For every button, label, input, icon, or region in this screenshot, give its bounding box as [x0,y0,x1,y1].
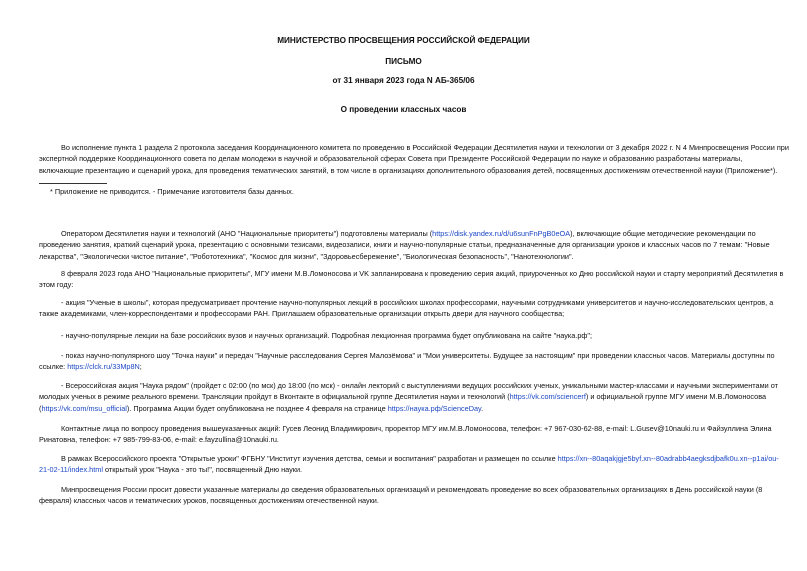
vk-sciencerf-link[interactable]: https://vk.com/sciencerf [509,392,586,402]
paragraph-line [39,453,799,464]
paragraph-line: февраля) классных часов и тематических уроков, посвященных достижениям отечественной науки. [39,496,379,506]
text-run: ( [39,403,42,413]
operator-paragraph [39,228,799,262]
text-run: ссылке: [39,362,68,372]
paragraph-line: лекарства", "Экологически чистое питание", "Робототехника", "Космос для жизни", "Здоровьесбережение", "Биологическая безопасность", "Нанотехнологии". [39,251,574,261]
text-run: В рамках Всероссийского проекта "Открытые уроки" ФГБНУ "Институт изучения детства, семьи и воспитания" разработан и размещен по ссылке [61,454,558,463]
vk-msu-link[interactable]: https://vk.com/msu_official [41,403,127,413]
footnote-divider [39,183,107,184]
paragraph-line: Во исполнение пункта 1 раздела 2 протокола заседания Координационного комитета по проведению в Российской Федерации Десятилетия науки и технологии от 3 декабря 2022 г. N 4 Минпросвещения России при [61,143,789,152]
paragraph-line [39,391,799,402]
paragraph-line: этом году: [39,280,74,290]
paragraph-line: также академиками, член-корреспондентами и профессорами РАН. Приглашаем образовательные организации открыть двери для научного сообщества; [39,309,565,319]
paragraph-line: Ринатовна, телефон: +7 985-799-83-06, e-mail: e.fayzullina@10nauki.ru. [39,435,279,445]
paragraph-line [39,403,799,414]
list-item-lectures [39,330,799,341]
list-item-show [39,350,799,373]
open-lesson-link[interactable]: https://xn--80aqakjgje5byf.xn--80adrabb4aegksdjbafk0u.xn--p1ai/ou- [557,454,779,463]
footnote: * Приложение не приводится. - Примечание изготовителя базы данных. [50,187,294,196]
yandex-disk-link[interactable]: https://disk.yandex.ru/d/u6sunFnPgB0eOA [432,229,571,238]
ministry-heading: МИНИСТЕРСТВО ПРОСВЕЩЕНИЯ РОССИЙСКОЙ ФЕДЕРАЦИИ [277,36,530,45]
paragraph-line: проведению занятия, краткий сценарий урока, презентацию с основными тезисами, видеозаписи, книги и научно-популярные статьи, предназначенные для организации уроков и классных часов по 7 темам: "Новые [39,240,770,250]
paragraph-line: Минпросвещения России просит довести указанные материалы до сведения образовательных организаций и рекомендовать проведение во всех образовательных организациях в День российской науки (8 [61,485,763,494]
paragraph-line: включающие презентацию и сценарий урока, для проведения тематических занятий, в том числе в организациях дополнительного образования детей, посвященных достижениям отечественной науки (Приложение*). [39,165,778,175]
paragraph-line: - научно-популярные лекции на базе российских вузов и научных организаций. Подробная лекционная программа будет опубликована на сайте "наука.рф"; [61,331,592,340]
science-day-link[interactable]: https://наука.рф/ScienceDay [387,403,482,413]
open-lesson-link-continuation[interactable]: 21-02-11/index.html [39,465,103,475]
list-item-science-nearby [39,380,799,414]
document-type: ПИСЬМО [385,57,422,66]
paragraph-line [39,464,799,475]
text-run: молодых ученых в режиме реального времени. Трансляции пройдут в Вконтакте в официальной группе Десятилетия науки и технологий ( [39,392,510,402]
paragraph-line [39,361,799,372]
text-run: Оператором Десятилетия науки и технологий (АНО "Национальные приоритеты") подготовлены материалы ( [61,229,433,238]
paragraph-line: 8 февраля 2023 года АНО "Национальные приоритеты", МГУ имени М.В.Ломоносова и VK запланирована к проведению серия акций, приуроченных ко Дню российской науки и старту мероприятий Десятилетия в [61,269,784,278]
list-item-scientists-to-schools [39,297,799,320]
paragraph-line: - акция "Ученые в школы", которая предусматривает прочтение научно-популярных лекций в российских школах профессорами, научными сотрудниками университетов и научно-исследовательских центров, а [61,298,774,307]
document-subject: О проведении классных часов [340,105,467,114]
paragraph-line: - Всероссийская акция "Наука рядом" (пройдет с 02:00 (по мск) до 18:00 (по мск) - онлайн лекторий с выступлениями ведущих российских ученых, уникальными мастер-классами и научными экспериментами от [61,381,778,390]
text-run: открытый урок "Наука - это ты!", посвященный Дню науки. [102,465,303,475]
contacts-paragraph [39,423,799,446]
closing-paragraph [39,484,799,507]
paragraph-line: - показ научно-популярного шоу "Точка науки" и передач "Научные расследования Сергея Малозёмова" и "Мои университеты. Будущее за настоящим" при проведении классных часов. Материалы доступны по [61,351,775,360]
paragraph-line: экспертной поддержке Координационного совета по делам молодежи в научной и образовательной сферах Совета при Президенте Российской Федерации по науке и образованию разработаны материалы, [39,154,743,164]
text-run: ). Программа Акции будет опубликована не позднее 4 февраля на странице [126,403,388,413]
text-run: . [481,403,484,413]
date-and-number: от 31 января 2023 года N АБ-365/06 [332,76,475,85]
text-run: ), включающие общие методические рекомендации по [570,229,756,238]
paragraph-line: Контактные лица по вопросу проведения вышеуказанных акций: Гусев Леонид Владимирович, проректор МГУ им.М.В.Ломоносова, телефон: +7 967-030-62-88, e-mail: L.Gusev@10nauki.ru и Файзуллина Элина [61,424,772,433]
clck-link[interactable]: https://clck.ru/33Mp8N [67,362,140,372]
intro-paragraph [39,142,799,176]
text-run: ) и официальной группе МГУ имени М.В.Ломоносова [585,392,767,402]
text-run: ; [139,362,142,372]
paragraph-line [39,228,799,239]
open-lessons-paragraph [39,453,799,476]
feb8-paragraph [39,268,799,291]
